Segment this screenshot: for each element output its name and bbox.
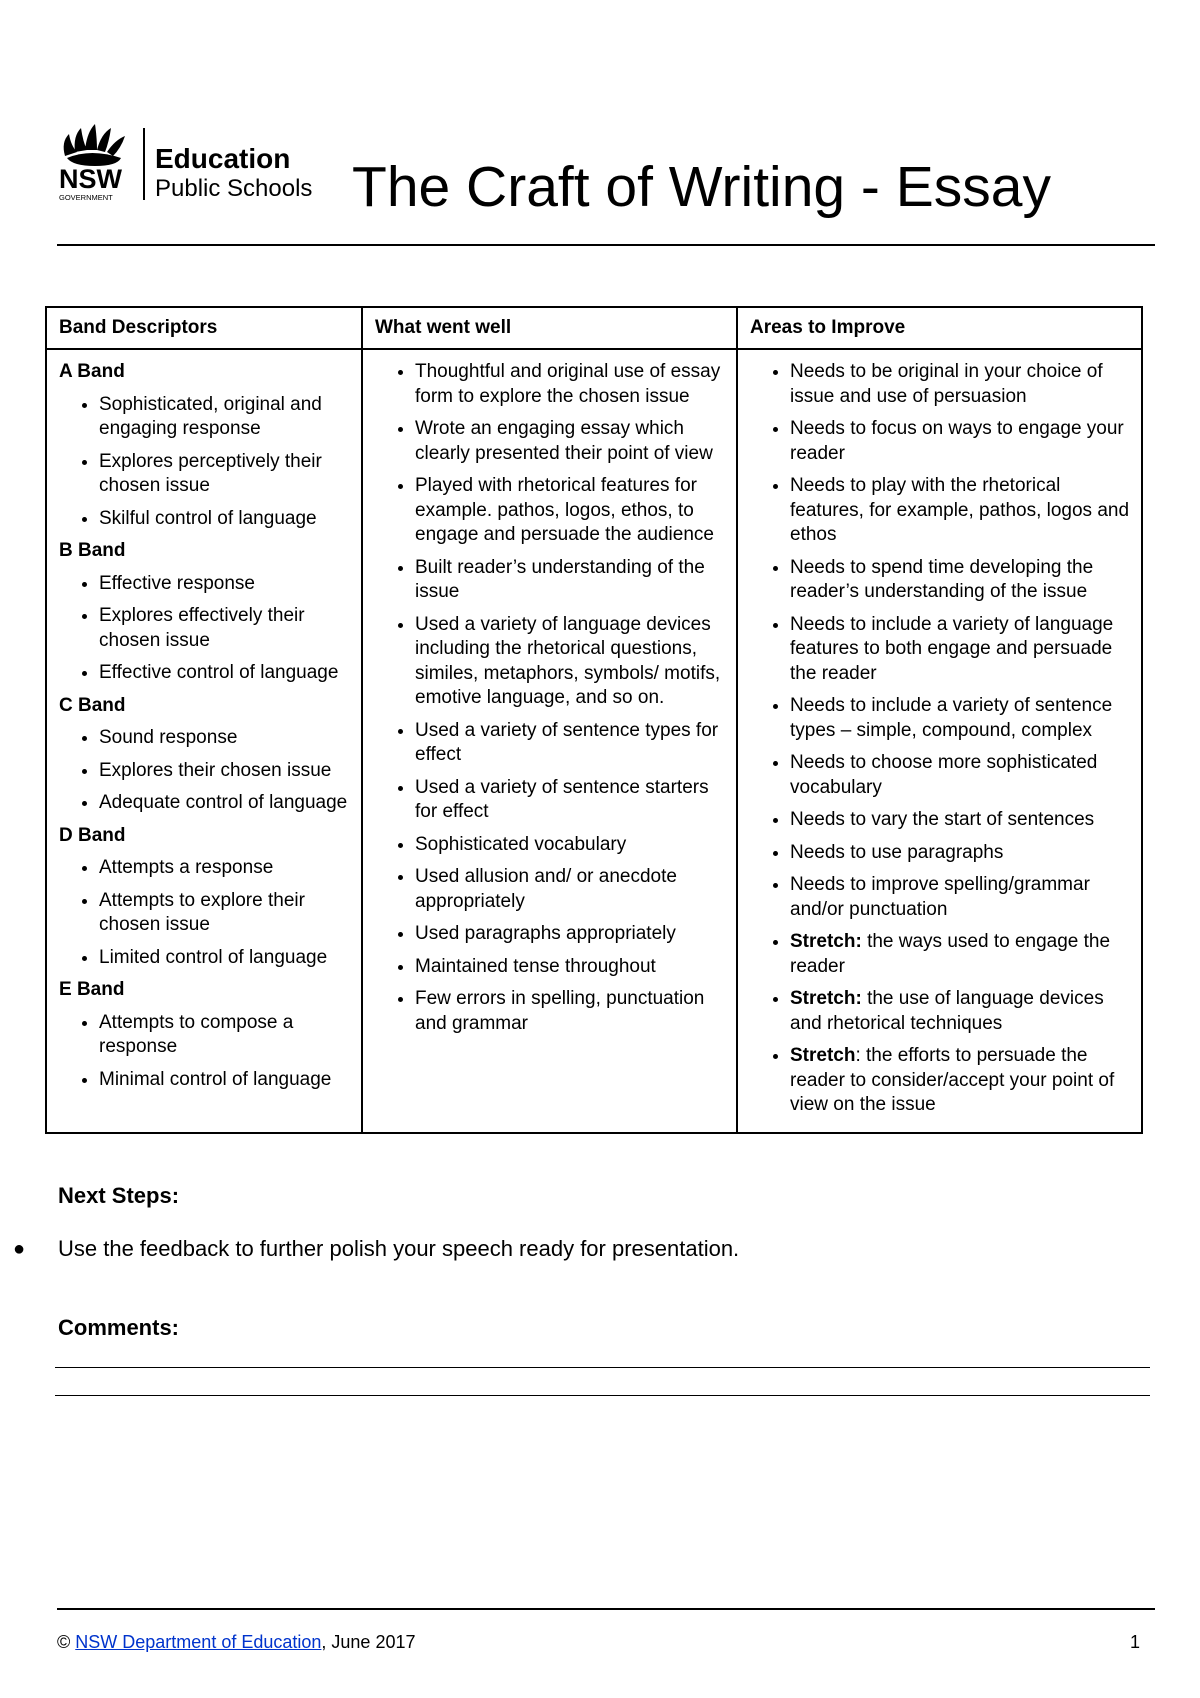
list-item: • Attempts to explore their chosen issue <box>99 889 351 938</box>
list-item <box>790 694 1131 743</box>
band-c <box>59 694 351 816</box>
item-text: Needs to be original in your choice of issue and use of persuasion <box>790 361 1103 407</box>
item-text: Needs to choose more sophisticated vocabulary <box>790 752 1098 798</box>
band-items <box>59 856 351 970</box>
list-item: • Played with rhetorical features for example. pathos, logos, ethos, to engage and persuade the audience <box>415 474 726 548</box>
list-item: • Attempts to compose a response <box>99 1011 351 1060</box>
next-steps-item: Use the feedback to further polish your speech ready for presentation. <box>58 1236 740 1261</box>
list-item: • Explores their chosen issue <box>99 759 351 784</box>
list-item <box>790 873 1131 922</box>
band-title: B Band <box>59 540 126 561</box>
went-well-list <box>375 360 726 1036</box>
nsw-education-logo <box>57 122 337 206</box>
footer-copyright <box>57 1632 415 1653</box>
band-title: D Band <box>59 824 126 846</box>
comment-line-1 <box>55 1367 1150 1368</box>
list-item: • Used paragraphs appropriately <box>415 922 726 947</box>
item-text: Needs to include a variety of sentence types – simple, compound, complex <box>790 695 1113 741</box>
item-text: the ways used to engage the reader <box>790 931 1111 977</box>
band-b <box>59 539 351 686</box>
list-item: • Limited control of language <box>99 946 351 971</box>
list-item <box>790 1044 1131 1118</box>
item-emphasis: Stretch: <box>790 988 862 1009</box>
band-d <box>59 824 351 971</box>
list-item: • Sophisticated vocabulary <box>415 833 726 858</box>
department-link[interactable]: NSW Department of Education <box>75 1632 322 1652</box>
logo-line2: Public Schools <box>155 175 313 202</box>
logo-line1: Education <box>155 143 291 174</box>
list-item <box>790 556 1131 605</box>
band-title: E Band <box>59 979 125 1000</box>
logo-divider <box>143 128 145 200</box>
footer-divider <box>57 1608 1155 1610</box>
list-item: • Explores perceptively their chosen issue <box>99 450 351 499</box>
item-text: Needs to play with the rhetorical features, for example, pathos, logos and ethos <box>790 475 1130 545</box>
item-text: : the efforts to persuade the reader to consider/accept your point of view on the issue <box>790 1045 1115 1115</box>
header-band-descriptors: Band Descriptors <box>46 307 362 349</box>
band-title: A Band <box>59 361 125 382</box>
bullet-icon: ● <box>13 1238 26 1260</box>
list-item: • Used a variety of sentence starters for effect <box>415 776 726 825</box>
list-item: • Used a variety of language devices including the rhetorical questions, similes, metaphors, symbols/ motifs, emotive language, and so on. <box>415 613 726 711</box>
header-what-went-well: What went well <box>362 307 737 349</box>
list-item: • Sophisticated, original and engaging response <box>99 393 351 442</box>
comment-line-2 <box>55 1395 1150 1396</box>
list-item: • Used a variety of sentence types for effect <box>415 719 726 768</box>
list-item: • Wrote an engaging essay which clearly presented their point of view <box>415 417 726 466</box>
footer-date: , June 2017 <box>321 1632 416 1652</box>
band-items <box>59 572 351 686</box>
page-number: 1 <box>1130 1632 1141 1652</box>
next-steps-title: Next Steps: <box>58 1183 180 1208</box>
band-items <box>59 393 351 532</box>
list-item: • Built reader’s understanding of the issue <box>415 556 726 605</box>
list-item: • Sound response <box>99 726 351 751</box>
item-text: Needs to spend time developing the reader’s understanding of the issue <box>790 556 1094 602</box>
list-item <box>790 808 1131 833</box>
document-header <box>57 120 1155 246</box>
list-item: • Few errors in spelling, punctuation and grammar <box>415 987 726 1036</box>
item-text: Needs to include a variety of language features to both engage and persuade the reader <box>790 613 1114 684</box>
list-item <box>790 360 1131 409</box>
item-text: Needs to use paragraphs <box>790 841 1004 863</box>
item-text: Needs to vary the start of sentences <box>790 809 1095 830</box>
list-item: • Effective control of language <box>99 661 351 686</box>
item-text: Needs to improve spelling/grammar and/or punctuation <box>790 874 1090 920</box>
list-item: • Skilful control of language <box>99 507 351 532</box>
band-descriptors-cell <box>46 349 362 1133</box>
list-item <box>790 930 1131 979</box>
copyright-symbol: © <box>57 1632 71 1652</box>
logo-sub: GOVERNMENT <box>59 193 113 202</box>
list-item: • Explores effectively their chosen issue <box>99 604 351 653</box>
header-areas-to-improve: Areas to Improve <box>737 307 1142 349</box>
list-item <box>790 417 1131 466</box>
list-item: • Thoughtful and original use of essay form to explore the chosen issue <box>415 360 726 409</box>
page-title: The Craft of Writing - Essay <box>352 155 1051 219</box>
list-item <box>790 987 1131 1036</box>
what-went-well-cell <box>362 349 737 1133</box>
band-e <box>59 978 351 1092</box>
waratah-icon <box>64 124 125 166</box>
band-title: C Band <box>59 694 126 716</box>
areas-to-improve-cell <box>737 349 1142 1133</box>
list-item: • Adequate control of language <box>99 791 351 816</box>
item-emphasis: Stretch: <box>790 931 862 952</box>
item-emphasis: Stretch <box>790 1045 856 1066</box>
feedback-table <box>45 306 1143 1134</box>
list-item: • Used allusion and/ or anecdote appropriately <box>415 865 726 914</box>
band-a <box>59 360 351 531</box>
band-items <box>59 1011 351 1093</box>
list-item <box>790 751 1131 800</box>
improve-list <box>750 360 1131 1118</box>
logo-mark: NSW <box>59 164 122 194</box>
item-text: Needs to focus on ways to engage your reader <box>790 418 1124 464</box>
list-item <box>790 841 1131 866</box>
list-item: • Effective response <box>99 572 351 597</box>
table-row <box>46 349 1142 1133</box>
list-item: • Attempts a response <box>99 856 351 881</box>
list-item <box>790 474 1131 548</box>
item-text: the use of language devices and rhetorical techniques <box>790 988 1104 1034</box>
list-item: • Maintained tense throughout <box>415 955 726 980</box>
comments-title: Comments: <box>58 1315 180 1340</box>
table-header-row <box>46 307 1142 349</box>
list-item <box>790 613 1131 687</box>
list-item: • Minimal control of language <box>99 1068 351 1093</box>
band-items <box>59 726 351 816</box>
